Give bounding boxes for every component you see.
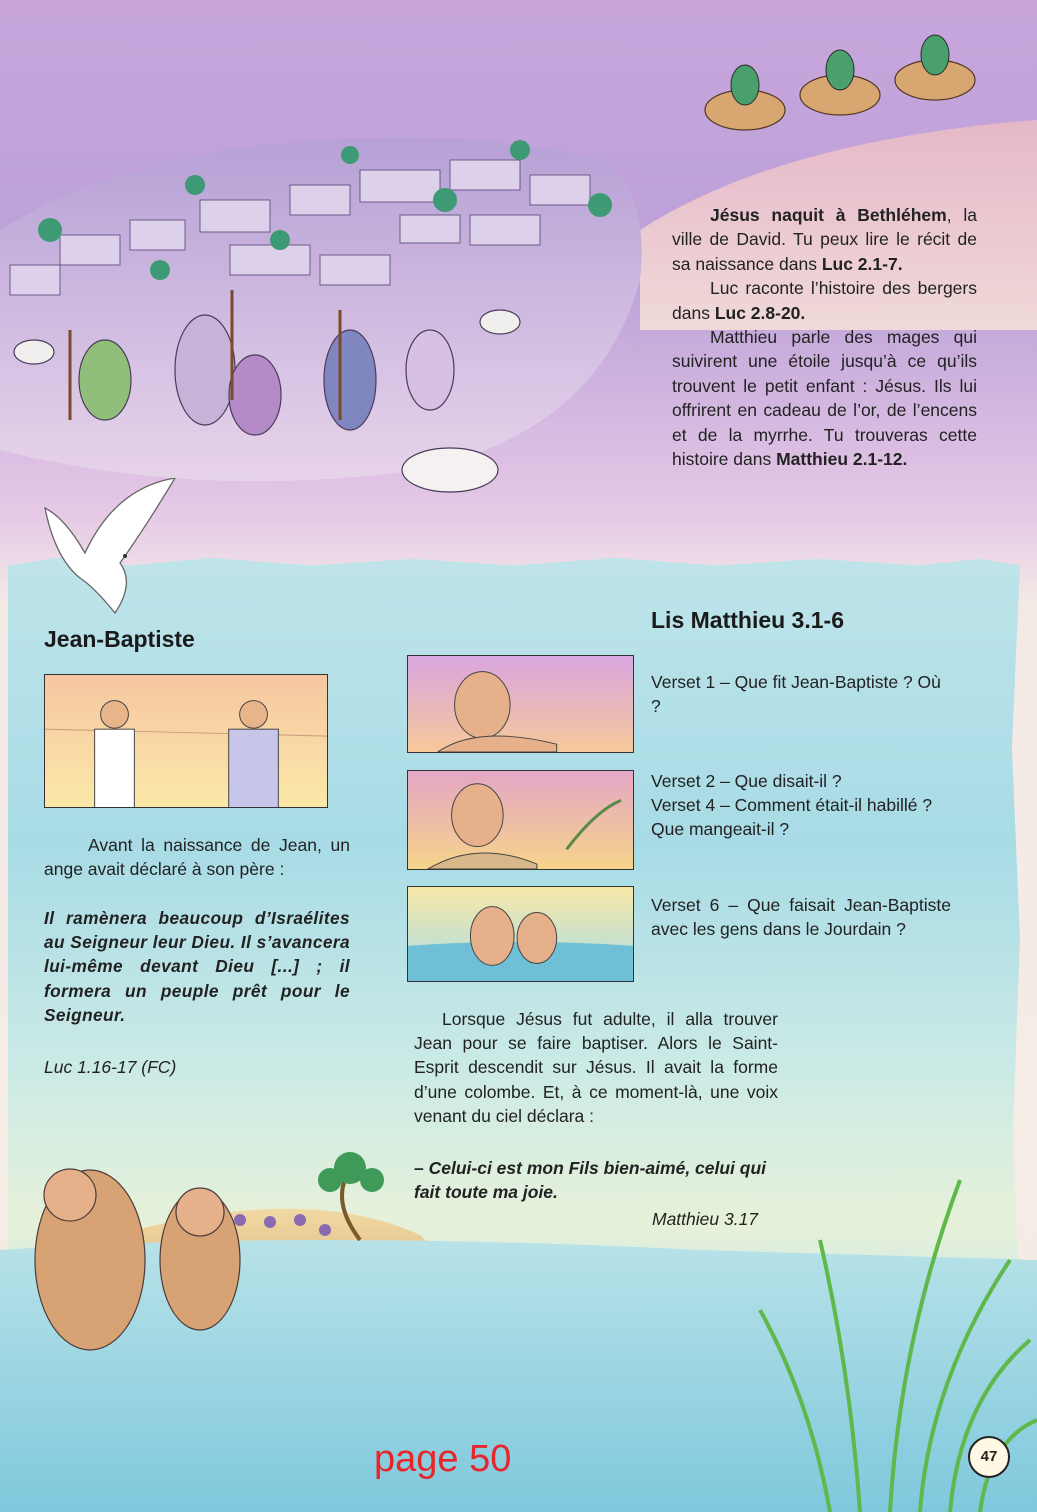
text-strong: Luc 2.1-7. bbox=[821, 253, 903, 274]
voice-quote: – Celui-ci est mon Fils bien-aimé, celui qui fait toute ma joie. bbox=[414, 1158, 767, 1203]
text-run: , la ville de David. Tu peux lire le récit de sa naissance dans bbox=[672, 205, 977, 274]
question-verset-1: Verset 1 – Que fit Jean-Baptiste ? Où ? bbox=[651, 672, 941, 717]
lis-matthieu-title: Lis Matthieu 3.1-6 bbox=[651, 607, 844, 633]
text-run: Matthieu parle des mages qui suivirent une étoile jusqu’à ce qu’ils trouvent le petit enfant : Jésus. Ils lui offrirent en cadeau de l’or, de l’encens et de la myrrhe. Tu trouveras cette histoire dans bbox=[672, 327, 977, 470]
page-number-badge: 47 bbox=[968, 1436, 1010, 1478]
questions-verset-2-4 bbox=[651, 769, 951, 842]
question-verset-4: Verset 4 – Comment était-il habillé ? Que mangeait-il ? bbox=[651, 795, 933, 840]
text-strong: Luc 2.8-20. bbox=[714, 302, 806, 323]
jordan-baptism-illustration bbox=[0, 1140, 1037, 1512]
jean-baptiste-title: Jean-Baptiste bbox=[44, 626, 195, 652]
question-verset-2: Verset 2 – Que disait-il ? bbox=[651, 771, 842, 791]
jean-quote: Il ramènera beaucoup d’Israélites au Seigneur leur Dieu. Il s’avancera lui-même devant Dieu [...] ; il formera un peuple prêt pour le Seigneur. bbox=[44, 908, 350, 1025]
nativity-paragraph-1 bbox=[672, 203, 977, 276]
text-strong: Jésus naquit à Bethléhem bbox=[710, 205, 947, 225]
text-strong: Matthieu 2.1-12. bbox=[776, 449, 908, 470]
nativity-paragraph-3 bbox=[672, 325, 977, 471]
jean-intro bbox=[44, 833, 350, 881]
jean-quote-reference: Luc 1.16-17 (FC) bbox=[44, 1057, 177, 1077]
voice-quote-reference: Matthieu 3.17 bbox=[652, 1209, 759, 1229]
dove-illustration bbox=[25, 478, 185, 618]
nativity-text bbox=[672, 203, 977, 471]
jean-intro-text: Avant la naissance de Jean, un ange avait déclaré à son père : bbox=[44, 835, 350, 880]
nativity-paragraph-2 bbox=[672, 276, 977, 325]
panel-jean-eating bbox=[407, 770, 634, 870]
panel-baptism bbox=[407, 886, 634, 982]
baptism-narrative bbox=[414, 1007, 778, 1128]
page-label: page 50 bbox=[374, 1438, 512, 1480]
text-run: Luc raconte l’histoire des bergers dans bbox=[672, 278, 977, 323]
panel-jesus-and-jean bbox=[44, 674, 328, 808]
panel-jean-preaching bbox=[407, 655, 634, 753]
baptism-narrative-text: Lorsque Jésus fut adulte, il alla trouver Jean pour se faire baptiser. Alors le Saint-Esprit descendit sur Jésus. Il avait la forme d’une colombe. Et, à ce moment-là, une voix venant du ciel déclara : bbox=[414, 1009, 778, 1126]
question-verset-6: Verset 6 – Que faisait Jean-Baptiste avec les gens dans le Jourdain ? bbox=[651, 895, 951, 940]
